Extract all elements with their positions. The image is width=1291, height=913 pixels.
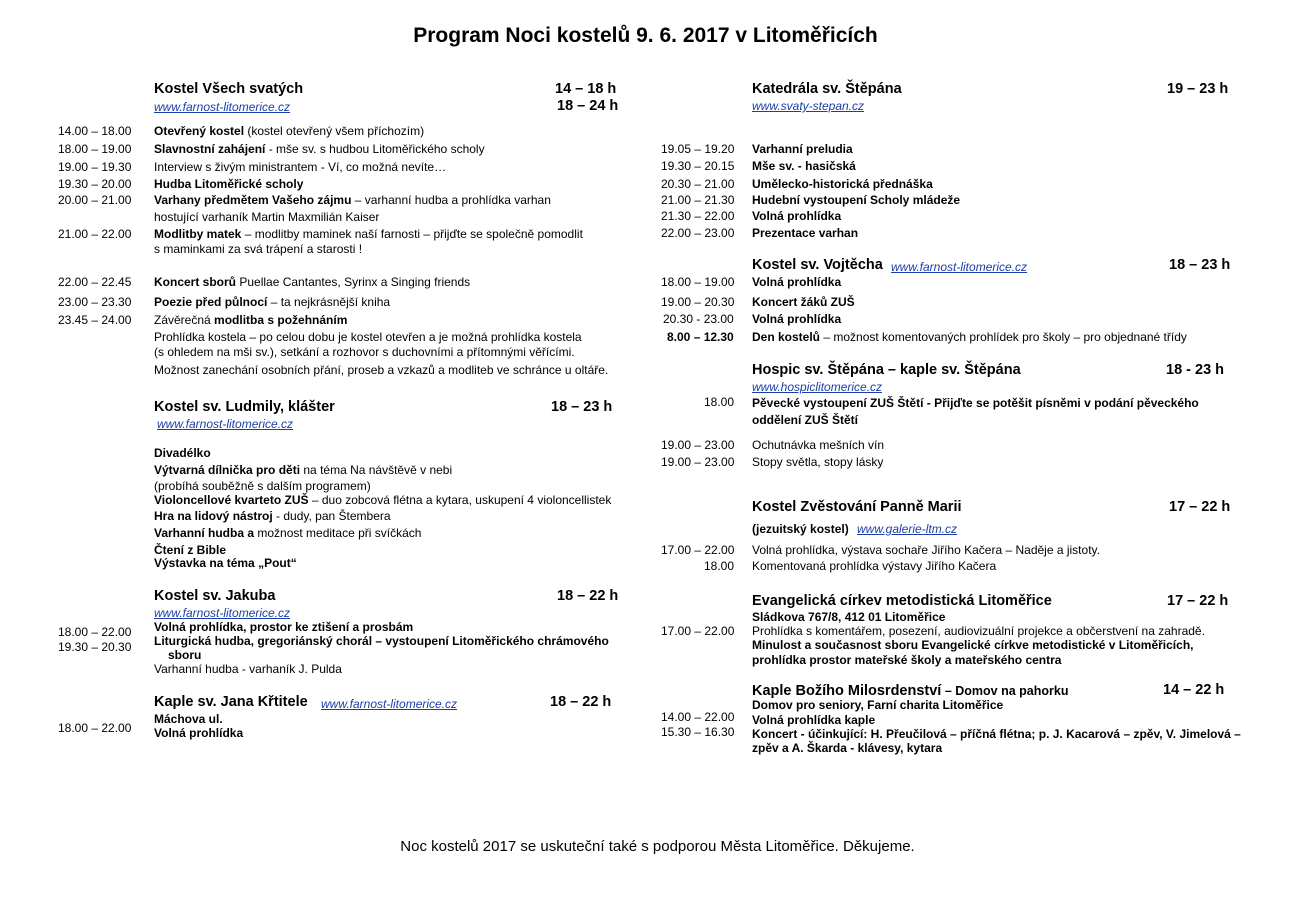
jakuba-line-2: Liturgická hudba, gregoriánský chorál – vystoupení Litoměřického chrámového xyxy=(154,634,609,648)
evangelicka-line-3: prohlídka prostor mateřské školy a mateřského centra xyxy=(752,653,1062,667)
program-item-text: – modlitby maminek naší farnosti – přijďte se společně pomodlit xyxy=(241,227,583,241)
program-item xyxy=(154,160,446,174)
program-item-bold: Den kostelů xyxy=(752,330,821,344)
time-evangelicka: 17.00 – 22.00 xyxy=(661,624,735,638)
program-time: 21.00 – 22.00 xyxy=(58,227,132,241)
program-item-bold: Koncert žáků ZUŠ xyxy=(752,295,855,309)
program-item xyxy=(752,312,841,326)
zvestovani-line-1: Volná prohlídka, výstava sochaře Jiřího Kačera – Naděje a jistoty. xyxy=(752,543,1100,557)
program-item-bold: Volná prohlídka xyxy=(752,312,842,326)
jakuba-line-3: sboru xyxy=(168,648,202,662)
jana-line-1: Máchova ul. xyxy=(154,712,223,726)
bozi-line-4: zpěv a A. Škarda - klávesy, kytara xyxy=(752,741,943,755)
hours-vojtecha: 18 – 23 h xyxy=(1169,257,1231,273)
link-ludmily[interactable]: www.farnost-litomerice.cz xyxy=(157,417,294,431)
program-item-bold: Varhanní hudba a xyxy=(154,526,255,540)
program-time: 20.30 - 23.00 xyxy=(663,312,734,326)
program-item xyxy=(154,313,347,327)
program-time: 22.00 – 22.45 xyxy=(58,275,132,289)
program-item-text: (s ohledem na mši sv.), setkání a rozhovor s duchovními a přítomnými věřícími. xyxy=(154,345,575,359)
link-jana[interactable]: www.farnost-litomerice.cz xyxy=(321,697,458,711)
program-item-bold-2: modlitba s požehnáním xyxy=(214,313,348,327)
program-item xyxy=(154,177,303,191)
time-bozi-2: 15.30 – 16.30 xyxy=(661,725,735,739)
program-item-text: - dudy, pan Štembera xyxy=(272,509,391,523)
program-item-bold: Divadélko xyxy=(154,446,211,460)
program-item-text: Závěrečná xyxy=(154,313,215,327)
program-item xyxy=(154,446,211,460)
program-time: 21.30 – 22.00 xyxy=(661,209,735,223)
zvestovani-line-2: Komentovaná prohlídka výstavy Jiřího Kačera xyxy=(752,559,997,573)
bozi-line-3: Koncert - účinkující: H. Přeučilová – příčná flétna; p. J. Kacarová – zpěv, V. Jimelová – xyxy=(752,727,1241,741)
program-item xyxy=(154,493,611,507)
program-time: 19.00 – 20.30 xyxy=(661,295,735,309)
program-item xyxy=(154,295,390,309)
program-item-bold: Výstavka na téma „Pout“ xyxy=(154,556,297,570)
hours-vsech-2: 18 – 24 h xyxy=(557,98,619,114)
program-item xyxy=(752,275,841,289)
program-item: Umělecko-historická přednáška xyxy=(752,177,933,191)
program-item-text: hostující varhaník Martin Maxmilián Kaiser xyxy=(154,210,380,224)
program-item-text: možnost meditace při svíčkách xyxy=(254,526,422,540)
church-name-vsech-svatych: Kostel Všech svatých xyxy=(154,81,304,97)
church-name-zvestovani: Kostel Zvěstování Panně Marii xyxy=(752,499,962,515)
church-name-evangelicka: Evangelická církev metodistická Litoměřice xyxy=(752,593,1052,609)
footer-note: Noc kostelů 2017 se uskuteční také s podporou Města Litoměřice. Děkujeme. xyxy=(400,838,915,855)
program-item-bold: Otevřený kostel xyxy=(154,124,245,138)
bozi-line-1: Domov pro seniory, Farní charita Litoměřice xyxy=(752,698,1004,712)
time-bozi-1: 14.00 – 22.00 xyxy=(661,710,735,724)
program-time: 18.00 – 19.00 xyxy=(661,275,735,289)
program-item xyxy=(154,463,452,477)
program-item xyxy=(752,295,855,309)
bozi-name: Kaple Božího Milosrdenství xyxy=(752,683,942,699)
program-item-bold: Čtení z Bible xyxy=(154,543,227,557)
program-item: Varhanní preludia xyxy=(752,142,853,156)
program-time: 8.00 – 12.30 xyxy=(667,330,734,344)
program-item xyxy=(154,543,226,557)
program-item-text: na téma Na návštěvě v nebi xyxy=(300,463,453,477)
program-item-bold: Violoncellové kvarteto ZUŠ xyxy=(154,493,309,507)
time-hospic-2: 19.00 – 23.00 xyxy=(661,438,735,452)
hours-jana: 18 – 22 h xyxy=(550,694,612,710)
program-item: Volná prohlídka xyxy=(752,209,842,223)
hours-bozi: 14 – 22 h xyxy=(1163,682,1225,698)
church-name-jakuba: Kostel sv. Jakuba xyxy=(154,588,276,604)
church-name-katedrala: Katedrála sv. Štěpána xyxy=(752,81,902,97)
program-item: Prezentace varhan xyxy=(752,226,859,240)
hours-vsech-1: 14 – 18 h xyxy=(555,81,617,97)
program-item xyxy=(154,227,583,241)
program-time: 19.30 – 20.00 xyxy=(58,177,132,191)
program-time: 23.45 – 24.00 xyxy=(58,313,132,327)
jana-line-2: Volná prohlídka xyxy=(154,726,244,740)
program-item xyxy=(154,210,379,224)
church-name-vojtecha: Kostel sv. Vojtěcha xyxy=(752,257,883,273)
hours-katedrala: 19 – 23 h xyxy=(1167,81,1229,97)
program-item-bold: Poezie před půlnocí xyxy=(154,295,268,309)
link-vojtecha[interactable]: www.farnost-litomerice.cz xyxy=(891,260,1028,274)
program-item-text: s maminkami za svá trápení a starosti ! xyxy=(154,242,363,256)
program-item-bold: Koncert sborů xyxy=(154,275,237,289)
zvestovani-subtitle: (jezuitský kostel) xyxy=(752,522,849,536)
program-item-bold: Varhany předmětem Vašeho zájmu xyxy=(154,193,352,207)
link-vsech-svatych[interactable]: www.farnost-litomerice.cz xyxy=(154,100,291,114)
program-time: 19.30 – 20.15 xyxy=(661,159,735,173)
link-katedrala[interactable]: www.svaty-stepan.cz xyxy=(752,99,865,113)
hospic-line-1: Pěvecké vystoupení ZUŠ Štětí - Přijďte se potěšit písněmi v podání pěveckého xyxy=(752,396,1199,410)
program-item-text: Puellae Cantantes, Syrinx a Singing friends xyxy=(236,275,471,289)
program-item xyxy=(154,345,575,359)
program-item-bold: Hudba Litoměřické scholy xyxy=(154,177,304,191)
time-jana: 18.00 – 22.00 xyxy=(58,721,132,735)
program-time: 22.00 – 23.00 xyxy=(661,226,735,240)
program-time: 20.00 – 21.00 xyxy=(58,193,132,207)
hours-evangelicka: 17 – 22 h xyxy=(1167,593,1229,609)
church-name-hospic: Hospic sv. Štěpána – kaple sv. Štěpána xyxy=(752,362,1021,378)
program-item-bold: Hra na lidový nástroj xyxy=(154,509,273,523)
program-item xyxy=(154,556,297,570)
program-time: 19.05 – 19.20 xyxy=(661,142,735,156)
time-jakuba-2: 19.30 – 20.30 xyxy=(58,640,132,654)
time-zvestovani-1: 17.00 – 22.00 xyxy=(661,543,735,557)
program-item-bold: Výtvarná dílnička pro děti xyxy=(154,463,301,477)
time-zvestovani-2: 18.00 xyxy=(704,559,735,573)
time-hospic-3: 19.00 – 23.00 xyxy=(661,455,735,469)
program-item-bold: Volná prohlídka xyxy=(752,275,842,289)
hospic-line-3: Ochutnávka mešních vín xyxy=(752,438,885,452)
program-item xyxy=(154,330,582,344)
program-time: 14.00 – 18.00 xyxy=(58,124,132,138)
program-time: 19.00 – 19.30 xyxy=(58,160,132,174)
program-item-text: – možnost komentovaných prohlídek pro školy – pro objednané třídy xyxy=(820,330,1187,344)
program-item-text: Interview s živým ministrantem - Ví, co možná nevíte… xyxy=(154,160,447,174)
program-item-text: – ta nejkrásnější kniha xyxy=(267,295,391,309)
bozi-line-2: Volná prohlídka kaple xyxy=(752,713,876,727)
program-item xyxy=(154,124,424,138)
program-time: 23.00 – 23.30 xyxy=(58,295,132,309)
link-hospic[interactable]: www.hospiclitomerice.cz xyxy=(752,380,883,394)
evangelicka-line-2: Minulost a současnost sboru Evangelické církve metodistické v Litoměřicích, xyxy=(752,638,1194,652)
program-item xyxy=(154,509,391,523)
hours-hospic: 18 - 23 h xyxy=(1166,362,1225,378)
hours-zvestovani: 17 – 22 h xyxy=(1169,499,1231,515)
program-item: Mše sv. - hasičská xyxy=(752,159,856,173)
program-item-text: - mše sv. s hudbou Litoměřického scholy xyxy=(265,142,485,156)
program-item-text: – duo zobcová flétna a kytara, uskupení 4 violoncellistek xyxy=(308,493,612,507)
hours-ludmily: 18 – 23 h xyxy=(551,399,613,415)
hospic-line-4: Stopy světla, stopy lásky xyxy=(752,455,884,469)
program-item: Hudební vystoupení Scholy mládeže xyxy=(752,193,961,207)
jakuba-line-1: Volná prohlídka, prostor ke ztišení a prosbám xyxy=(154,620,414,634)
program-item xyxy=(154,193,551,207)
jakuba-line-4: Varhanní hudba - varhaník J. Pulda xyxy=(154,662,342,676)
program-item-text: Prohlídka kostela – po celou dobu je kostel otevřen a je možná prohlídka kostela xyxy=(154,330,582,344)
program-item-text: Možnost zanechání osobních přání, proseb a vzkazů a modliteb ve schránce u oltáře. xyxy=(154,363,609,377)
link-zvestovani[interactable]: www.galerie-ltm.cz xyxy=(857,522,958,536)
time-hospic-1: 18.00 xyxy=(704,395,735,409)
program-item xyxy=(154,242,362,256)
page-title: Program Noci kostelů 9. 6. 2017 v Litoměřicích xyxy=(413,24,878,47)
program-item xyxy=(752,330,1187,344)
program-item-bold: Slavnostní zahájení xyxy=(154,142,266,156)
program-item-text: – varhanní hudba a prohlídka varhan xyxy=(351,193,551,207)
hours-jakuba: 18 – 22 h xyxy=(557,588,619,604)
program-time: 18.00 – 19.00 xyxy=(58,142,132,156)
hospic-line-2: oddělení ZUŠ Štětí xyxy=(752,413,859,427)
program-item xyxy=(154,526,421,540)
program-time: 21.00 – 21.30 xyxy=(661,193,735,207)
church-name-ludmily: Kostel sv. Ludmily, klášter xyxy=(154,399,335,415)
program-item-text: (kostel otevřený všem příchozím) xyxy=(244,124,425,138)
time-jakuba-1: 18.00 – 22.00 xyxy=(58,625,132,639)
bozi-suffix: – Domov na pahorku xyxy=(941,684,1069,698)
evangelicka-line-1: Prohlídka s komentářem, posezení, audiovizuální projekce a občerstvení na zahradě. xyxy=(752,624,1205,638)
link-jakuba[interactable]: www.farnost-litomerice.cz xyxy=(154,606,291,620)
evangelicka-address: Sládkova 767/8, 412 01 Litoměřice xyxy=(752,610,946,624)
program-item xyxy=(154,363,608,377)
program-item xyxy=(154,142,485,156)
program-item-bold: Modlitby matek xyxy=(154,227,242,241)
program-time: 20.30 – 21.00 xyxy=(661,177,735,191)
church-name-jana: Kaple sv. Jana Křtitele xyxy=(154,694,308,710)
program-item-text: (probíhá souběžně s dalším programem) xyxy=(154,479,371,493)
program-item xyxy=(154,479,371,493)
program-item xyxy=(154,275,470,289)
